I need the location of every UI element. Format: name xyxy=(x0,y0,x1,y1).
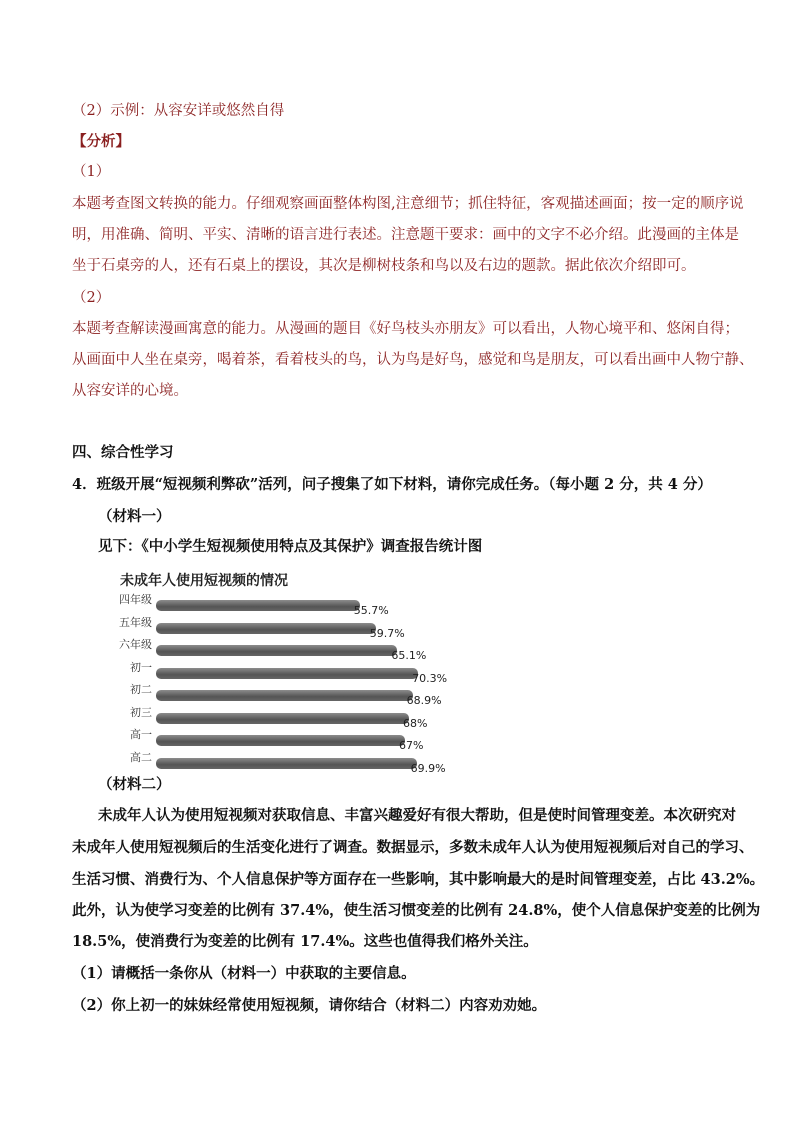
analysis-part2-line: 从画面中人坐在桌旁，喝着茶，看着枝头的鸟，认为鸟是好鸟，感觉和鸟是朋友，可以看出画中人物宁静、 xyxy=(72,352,754,368)
chart-category-label: 高一 xyxy=(130,728,152,741)
chart-bar xyxy=(156,600,360,611)
chart-value-label: 69.9% xyxy=(410,761,446,775)
analysis-part2-line: 本题考查解读漫画寓意的能力。从漫画的题目《好鸟枝头亦朋友》可以看出，人物心境平和、悠闲自得； xyxy=(72,321,739,337)
chart-category-label: 五年级 xyxy=(119,615,152,629)
task-2: （2）你上初一的妹妹经常使用短视频，请你结合（材料二）内容劝劝她。 xyxy=(72,997,547,1014)
analysis-part2-label: （2） xyxy=(72,290,111,306)
analysis-part1-line: 明，用准确、简明、平实、清晰的语言进行表述。注意题干要求：画中的文字不必介绍。此漫画的主体是 xyxy=(72,227,739,243)
chart-category-label: 六年级 xyxy=(119,638,152,651)
analysis-tag: 【分析】 xyxy=(72,133,130,150)
chart-value-label: 59.7% xyxy=(369,626,405,640)
chart-category-label: 初二 xyxy=(130,683,152,696)
survey-bar-chart xyxy=(98,566,468,775)
chart-bar xyxy=(156,623,376,634)
analysis-part2-line: 从容安详的心境。 xyxy=(72,383,188,399)
example-answer-2: （2）示例：从容安详或悠然自得 xyxy=(72,103,285,119)
chart-bar xyxy=(156,758,417,769)
chart-bar xyxy=(156,735,405,746)
question-4: 4．班级开展“短视频利弊砍”活列，问子搜集了如下材料，请你完成任务。（每小题 2 分，共 4 分） xyxy=(72,476,712,493)
chart-value-label: 70.3% xyxy=(412,671,448,685)
chart-title: 未成年人使用短视频的情况 xyxy=(120,573,288,589)
analysis-part1-line: 本题考查图文转换的能力。仔细观察画面整体构图,注意细节；抓住特征，客观描述画面；按一定的顺序说 xyxy=(72,196,744,212)
material2-line: 18.5%，使消费行为变差的比例有 17.4%。这些也值得我们格外关注。 xyxy=(72,933,538,950)
material2-line: 未成年人使用短视频后的生活变化进行了调查。数据显示，多数未成年人认为使用短视频后对自己的学习、 xyxy=(72,839,754,856)
analysis-part1-label: （1） xyxy=(72,164,111,180)
chart-category-label: 四年级 xyxy=(119,593,152,606)
chart-value-label: 55.7% xyxy=(353,604,389,617)
chart-value-label: 68% xyxy=(403,716,428,730)
section-heading: 四、综合性学习 xyxy=(72,444,174,461)
chart-category-label: 高二 xyxy=(130,750,152,764)
task-1: （1）请概括一条你从（材料一）中获取的主要信息。 xyxy=(72,965,416,982)
chart-bar xyxy=(156,668,418,679)
material2-line: 生活习惯、消费行为、个人信息保护等方面存在一些影响，其中影响最大的是时间管理变差，占比 43.2%。 xyxy=(72,871,765,888)
chart-bar xyxy=(156,690,413,701)
material1-caption: 见下：《中小学生短视频使用特点及其保护》调查报告统计图 xyxy=(98,538,483,555)
material1-label: （材料一） xyxy=(98,508,171,525)
chart-bar xyxy=(156,645,397,656)
material2-label: （材料二） xyxy=(98,776,171,793)
chart-value-label: 65.1% xyxy=(391,649,427,662)
material2-line: 未成年人认为使用短视频对获取信息、丰富兴趣爱好有很大帮助，但是使时间管理变差。本次研究对 xyxy=(98,807,736,824)
chart-category-label: 初三 xyxy=(130,705,152,719)
chart-value-label: 67% xyxy=(399,739,424,752)
chart-category-label: 初一 xyxy=(130,660,152,674)
analysis-part1-line: 坐于石桌旁的人，还有石桌上的摆设，其次是柳树枝条和鸟以及右边的题款。据此依次介绍即可。 xyxy=(72,258,696,274)
material2-line: 此外，认为使学习变差的比例有 37.4%，使生活习惯变差的比例有 24.8%，使个人信息保护变差的比例为 xyxy=(72,902,761,919)
chart-bar xyxy=(156,713,409,724)
chart-value-label: 68.9% xyxy=(406,694,442,707)
